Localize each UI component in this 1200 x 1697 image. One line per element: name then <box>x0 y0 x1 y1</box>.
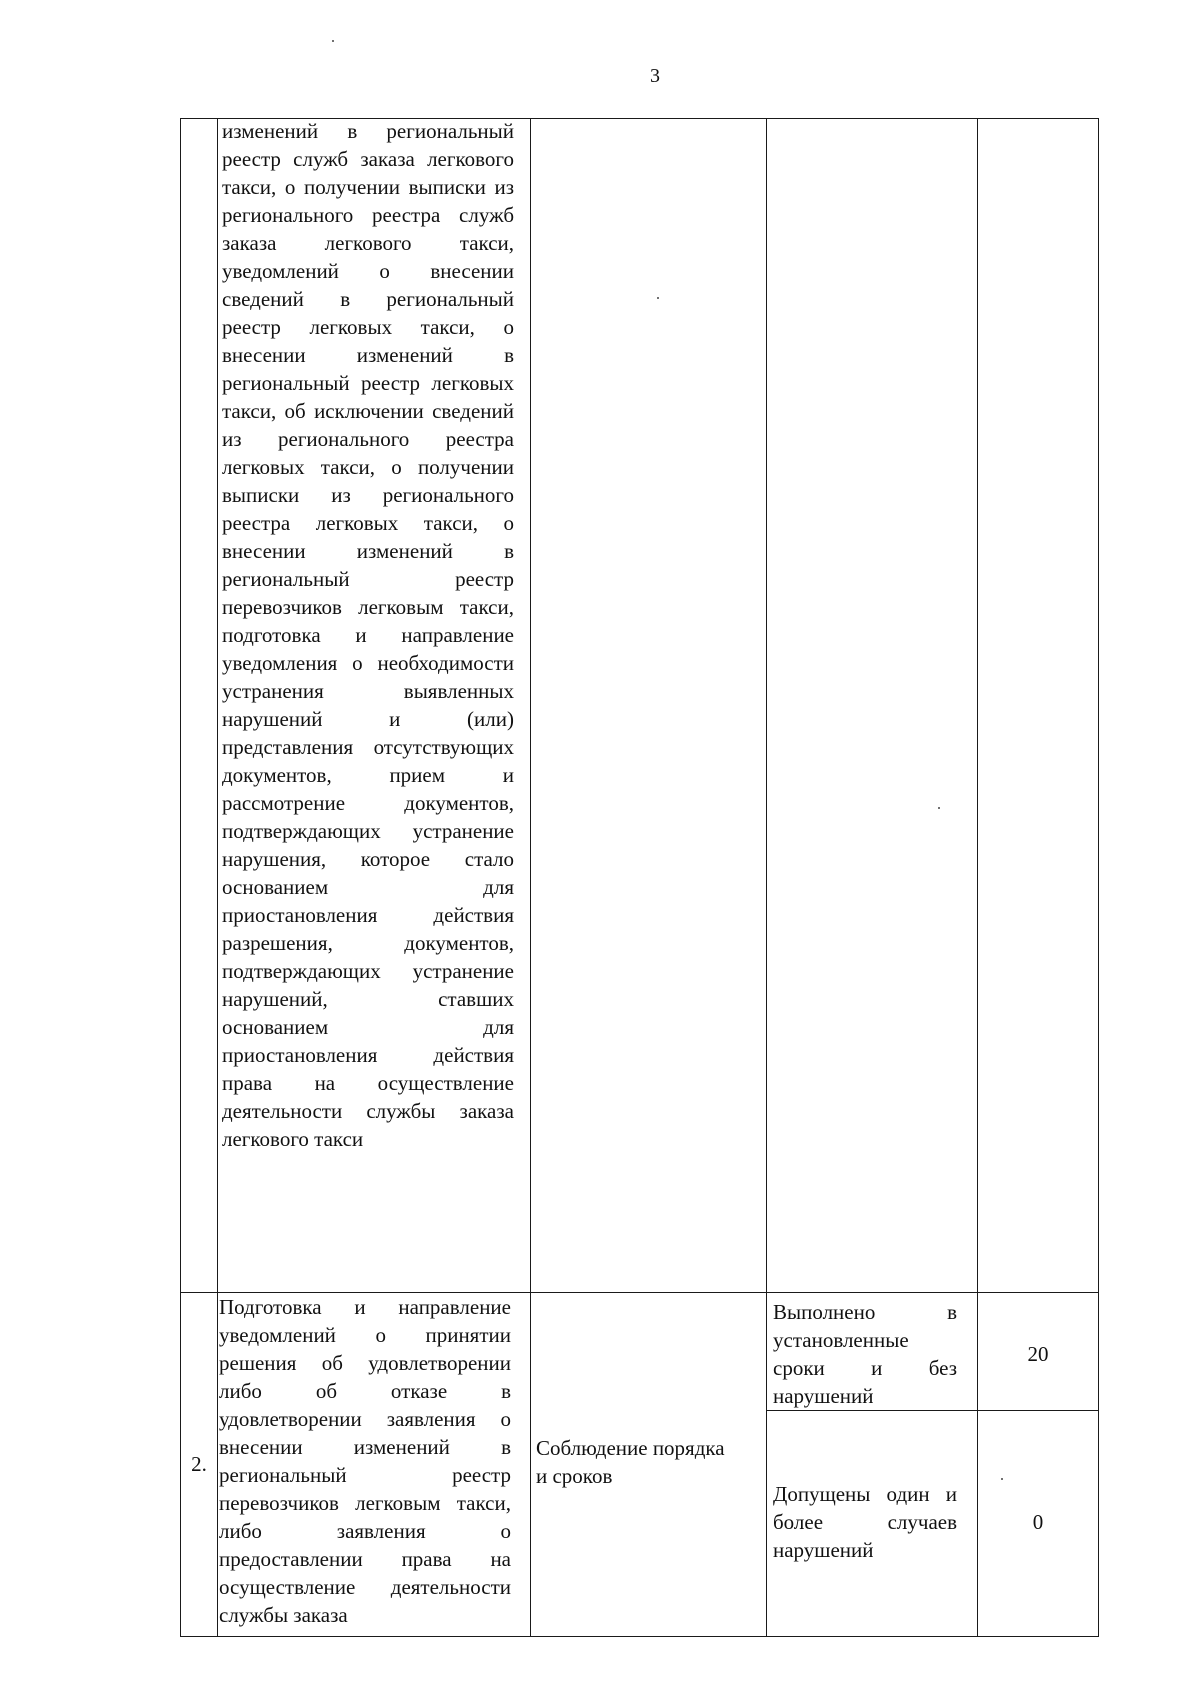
row-2-number: 2. <box>191 1452 207 1476</box>
page-number: 3 <box>650 65 660 87</box>
table-border-bottom <box>180 1636 1099 1637</box>
scan-speck <box>332 40 334 42</box>
table-border-left <box>180 118 181 1636</box>
row-2-outcome-2-score: 0 <box>1032 1510 1044 1534</box>
row-continued-description: изменений в региональный реестр служб заказа легкового такси, о получении выписки из регионального реестра служб заказа легкового такси, уведомлений о внесении сведений в региональный реестр легковых такси, о внесении изменений в региональный реестр легковых такси, об исключении сведений из регионального реестра легковых такси, о получении выписки из регионального реестра легковых такси, о внесении изменений в региональный реестр перевозчиков легковым такси, подготовка и направление уведомления о необходимости устранения выявленных нарушений и (или) представления отсутствующих документов, прием и рассмотрение документов, подтверждающих устранение нарушения, которое стало основанием для приостановления действия разрешения, документов, подтверждающих устранение нарушений, ставших основанием для приостановления действия права на осуществление деятельности службы заказа легкового такси <box>222 119 514 1151</box>
column-divider-description <box>530 118 531 1636</box>
row-2-criterion: Соблюдение порядка и сроков <box>536 1436 725 1488</box>
column-divider-outcome <box>977 118 978 1636</box>
column-divider-criterion <box>766 118 767 1636</box>
column-divider-number <box>217 118 218 1636</box>
row-2-outcome-1-label: Выполнено в установленные сроки и без нарушений <box>773 1300 957 1408</box>
scan-speck <box>657 297 659 299</box>
scan-speck <box>1001 1478 1003 1480</box>
outcome-divider <box>766 1410 1099 1411</box>
row-2-outcome-2-label: Допущены один и более случаев нарушений <box>773 1482 957 1562</box>
scan-speck <box>938 807 940 809</box>
row-2-description: Подготовка и направление уведомлений о принятии решения об удовлетворении либо об отказе в удовлетворении заявления о внесении изменений в региональный реестр перевозчиков легковым такси, либо заявления о предоставлении права на осуществление деятельности службы заказа <box>219 1295 511 1627</box>
row-2-outcome-1-score: 20 <box>1027 1342 1049 1366</box>
table-border-right <box>1098 118 1099 1636</box>
